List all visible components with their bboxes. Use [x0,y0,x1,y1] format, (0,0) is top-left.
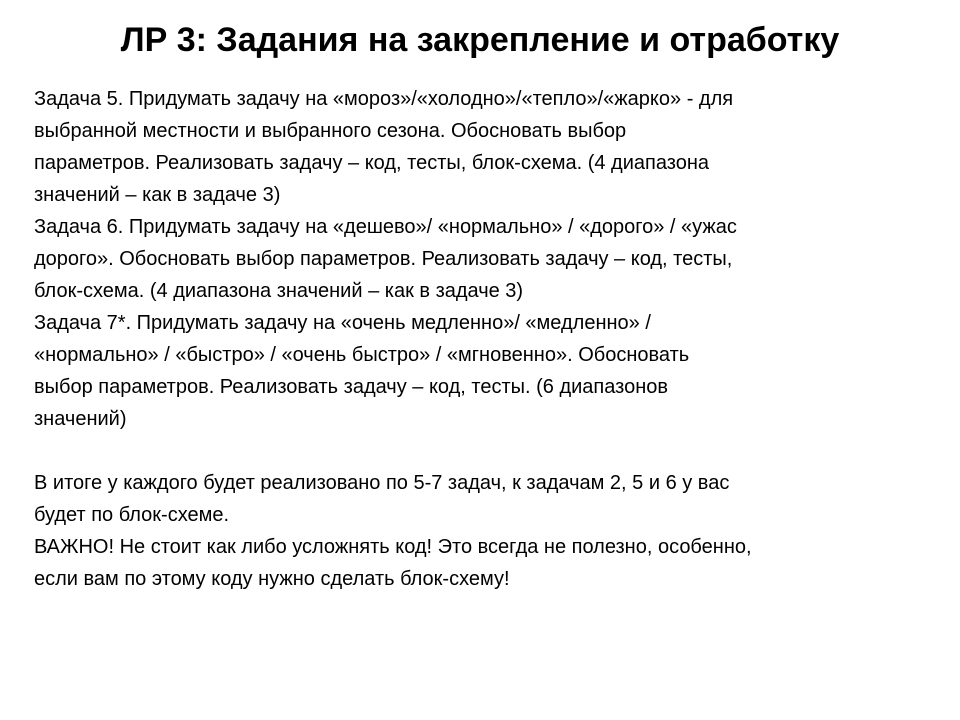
task-6-line-3: блок-схема. (4 диапазона значений – как в задаче 3) [34,280,524,302]
task-5-line-3: параметров. Реализовать задачу – код, тесты, блок-схема. (4 диапазона [34,152,709,174]
warning-line-1: ВАЖНО! Не стоит как либо усложнять код! Это всегда не полезно, особенно, [34,536,752,558]
task-7-line-2: «нормально» / «быстро» / «очень быстро» / «мгновенно». Обосновать [34,344,690,366]
task-5-line-2: выбранной местности и выбранного сезона. Обосновать выбор [34,120,627,142]
task-5-line-4: значений – как в задаче 3) [34,184,281,206]
task-6-line-2: дорого». Обосновать выбор параметров. Реализовать задачу – код, тесты, [34,248,733,270]
task-7-line-1: Задача 7*. Придумать задачу на «очень медленно»/ «медленно» / [34,312,651,334]
slide-title: ЛР 3: Задания на закрепление и отработку [120,21,840,59]
summary-line-1: В итоге у каждого будет реализовано по 5-7 задач, к задачам 2, 5 и 6 у вас [34,472,730,494]
task-5-line-1: Задача 5. Придумать задачу на «мороз»/«холодно»/«тепло»/«жарко» - для [34,88,734,110]
task-7-line-4: значений) [34,408,127,430]
summary-line-2: будет по блок-схеме. [34,504,230,526]
task-7-line-3: выбор параметров. Реализовать задачу – код, тесты. (6 диапазонов [34,376,668,398]
slide-body [34,83,914,595]
paragraph-gap [34,435,914,467]
warning-line-2: если вам по этому коду нужно сделать блок-схему! [34,568,510,590]
task-6-line-1: Задача 6. Придумать задачу на «дешево»/ «нормально» / «дорого» / «ужас [34,216,737,238]
